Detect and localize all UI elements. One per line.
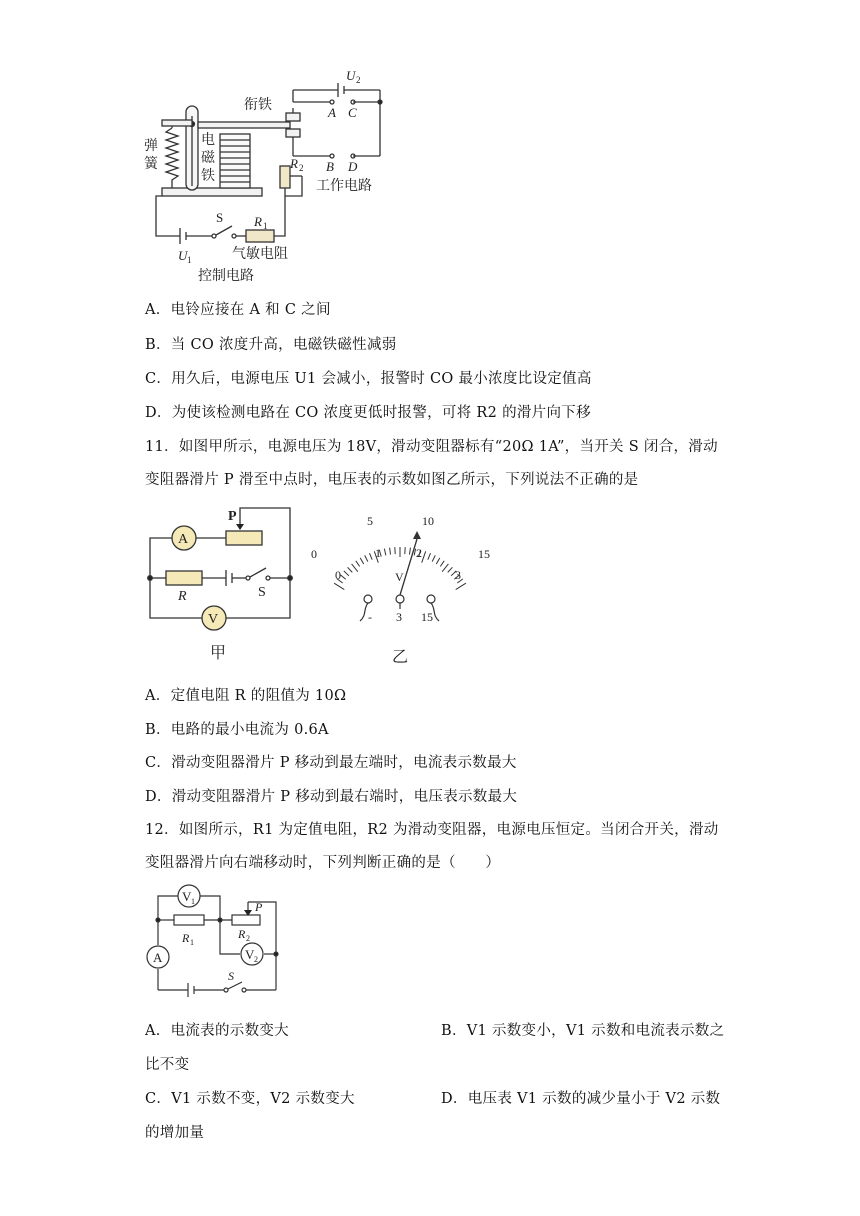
dial-tick	[436, 558, 440, 564]
dial-tick	[390, 548, 391, 555]
contact-b-label: B	[326, 159, 334, 174]
q11-option-d: D．滑动变阻器滑片 P 移动到最右端时，电压表示数最大	[145, 789, 518, 805]
q11-option-c: C．滑动变阻器滑片 P 移动到最左端时，电流表示数最大	[145, 755, 517, 771]
magnet-label-1: 电	[201, 132, 215, 148]
v1-label: V	[182, 889, 192, 904]
dial-tick	[384, 549, 385, 556]
contact-d-label: D	[348, 159, 358, 174]
v1-subscript: 1	[191, 897, 195, 906]
resistor-r-label: R	[178, 589, 187, 604]
dial-tick	[432, 555, 435, 561]
work-circuit-label: 工作电路	[316, 178, 372, 194]
q11-stem-line-2: 变阻器滑片 P 滑至中点时，电压表的示数如图乙所示，下列说法不正确的是	[145, 472, 639, 488]
slider-p-label: P	[255, 900, 263, 914]
dial-unit-label: V	[395, 570, 404, 584]
armature-label: 衔铁	[244, 97, 272, 113]
v2-label: V	[245, 947, 255, 962]
terminal-3: 3	[396, 610, 402, 624]
q11-stem-line-1: 11．如图甲所示，电源电压为 18V，滑动变阻器标有“20Ω 1A”，当开关 S 闭合，滑动	[145, 439, 718, 455]
r2-label: R	[290, 156, 298, 171]
terminal-15: 15	[421, 610, 433, 624]
spring-label-2: 簧	[144, 156, 158, 172]
magnet-label-3: 铁	[201, 168, 215, 184]
v2-subscript: 2	[254, 955, 258, 964]
r1-subscript: 1	[190, 938, 194, 947]
slider-p-label: P	[228, 509, 237, 524]
magnet-label-2: 磁	[201, 150, 215, 166]
dial-tick	[344, 571, 349, 576]
r2-subscript: 2	[299, 163, 304, 173]
r1-subscript: 1	[263, 221, 268, 231]
top-scale-0: 0	[311, 547, 317, 561]
q12-option-b-line-1: B．V1 示数变小，V1 示数和电流表示数之	[441, 1023, 725, 1039]
dial-tick	[422, 551, 426, 562]
u2-label: U	[346, 68, 356, 83]
u2-subscript: 2	[356, 75, 361, 85]
dial-tick	[428, 553, 431, 560]
contact-c-label: C	[348, 105, 357, 120]
figure-yi-caption: 乙	[392, 647, 409, 666]
dial-tick	[360, 558, 364, 564]
q12-option-a: A．电流表的示数变大	[145, 1023, 289, 1039]
q10-option-d: D．为使该检测电路在 CO 浓度更低时报警，可将 R2 的滑片向下移	[145, 405, 591, 421]
r2-label: R	[238, 927, 246, 941]
spring-label-1: 弹	[144, 138, 158, 154]
dial-tick	[334, 583, 344, 589]
bottom-scale-3: 3	[455, 568, 461, 582]
switch-s-label: S	[216, 210, 224, 225]
r1-label: R	[254, 214, 262, 229]
dial-tick	[442, 564, 448, 572]
dial-tick	[356, 561, 360, 567]
bottom-scale-0: 0	[335, 568, 341, 582]
contact-a-label: A	[328, 105, 336, 120]
dial-tick	[340, 575, 345, 580]
dial-tick	[365, 555, 368, 561]
dial-tick	[448, 567, 453, 572]
dial-tick	[348, 567, 353, 572]
top-scale-5: 5	[367, 514, 373, 528]
voltmeter-label: V	[208, 612, 219, 627]
r1-label: R	[182, 931, 190, 945]
q11-option-b: B．电路的最小电流为 0.6A	[145, 722, 329, 738]
figure-jia-caption: 甲	[210, 643, 227, 662]
gas-resistor-label: 气敏电阻	[232, 246, 288, 262]
terminal-minus: -	[368, 610, 372, 624]
bottom-scale-1: 1	[375, 546, 381, 560]
q12-stem-line-1: 12．如图所示，R1 为定值电阻，R2 为滑动变阻器，电源电压恒定。当闭合开关，滑动	[145, 822, 719, 838]
bottom-scale-2: 2	[416, 546, 422, 560]
dial-tick	[440, 561, 444, 567]
r2-subscript: 2	[246, 934, 250, 943]
top-scale-15: 15	[478, 547, 490, 561]
dial-tick	[456, 583, 466, 589]
q10-option-a: A．电铃应接在 A 和 C 之间	[145, 302, 331, 318]
dial-tick	[410, 548, 411, 555]
u1-label: U	[178, 248, 188, 263]
q10-relay-circuit-figure	[140, 68, 400, 290]
q11-option-a: A．定值电阻 R 的阻值为 10Ω	[145, 688, 347, 704]
control-circuit-label: 控制电路	[198, 268, 254, 284]
q10-option-c: C．用久后，电源电压 U1 会减小，报警时 CO 最小浓度比设定值高	[145, 371, 592, 387]
q12-option-b-line-2: 比不变	[145, 1057, 190, 1073]
q12-option-c: C．V1 示数不变，V2 示数变大	[145, 1091, 355, 1107]
switch-s-label: S	[258, 585, 266, 600]
ammeter-label: A	[153, 950, 163, 965]
q12-stem-line-2: 变阻器滑片向右端移动时，下列判断正确的是（ ）	[145, 855, 501, 871]
switch-s-label: S	[228, 969, 234, 983]
q11-voltmeter-dial-figure-yi	[305, 505, 495, 670]
dial-tick	[352, 564, 358, 572]
dial-tick	[370, 553, 373, 560]
q10-option-b: B．当 CO 浓度升高，电磁铁磁性减弱	[145, 337, 397, 353]
top-scale-10: 10	[422, 514, 434, 528]
ammeter-label: A	[178, 532, 189, 547]
q11-circuit-figure-jia	[140, 500, 300, 668]
u1-subscript: 1	[187, 255, 192, 265]
q12-option-d-line-1: D．电压表 V1 示数的减少量小于 V2 示数	[441, 1091, 721, 1107]
q12-option-d-line-2: 的增加量	[145, 1125, 205, 1141]
q12-circuit-figure	[140, 880, 290, 1005]
